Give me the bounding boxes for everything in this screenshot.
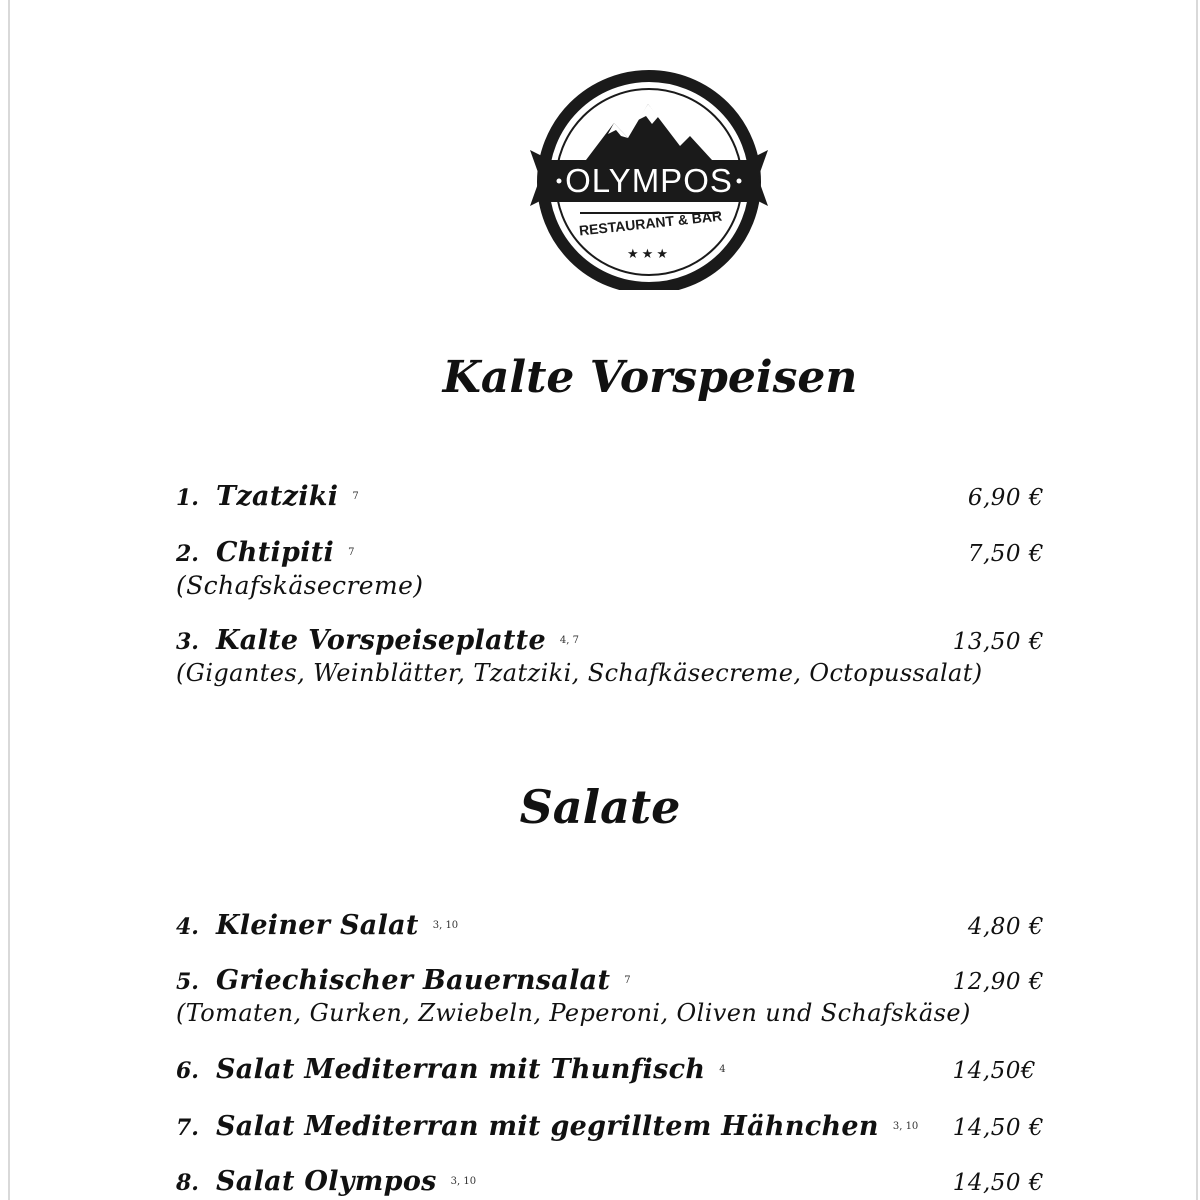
menu-item: [176, 625, 1044, 687]
item-name: Chtipiti: [216, 537, 335, 568]
item-number: 6.: [176, 1058, 199, 1084]
item-name: Tzatziki: [216, 481, 339, 512]
item-allergens: 7: [348, 546, 355, 558]
logo-emblem-icon: [528, 68, 770, 290]
item-price: 7,50 €: [967, 541, 1044, 567]
item-price: 6,90 €: [967, 485, 1044, 511]
item-price: 12,90 €: [952, 969, 1044, 995]
item-number: 4.: [176, 914, 199, 940]
item-allergens: 7: [352, 490, 359, 502]
item-name: Salat Mediterran mit Thunfisch: [216, 1054, 706, 1085]
section-title-kalte-vorspeisen: Kalte Vorspeisen: [442, 352, 858, 403]
item-name: Salat Mediterran mit gegrilltem Hähnchen: [216, 1111, 879, 1142]
menu-item: [176, 537, 1044, 600]
logo-brand-text: OLYMPOS: [565, 162, 733, 199]
item-allergens: 4, 7: [559, 634, 580, 646]
menu-item: [176, 1111, 1044, 1145]
item-allergens: 3, 10: [432, 919, 459, 931]
menu-item: [176, 481, 1044, 515]
menu-item: [176, 910, 1044, 944]
item-allergens: 4: [719, 1063, 726, 1075]
item-price: 14,50 €: [952, 1115, 1044, 1141]
item-price: 13,50 €: [952, 629, 1044, 655]
section-title-salate: Salate: [519, 780, 681, 834]
item-number: 8.: [176, 1170, 199, 1196]
item-description: (Gigantes, Weinblätter, Tzatziki, Schafkäsecreme, Octopussalat): [176, 659, 983, 687]
item-allergens: 3, 10: [450, 1175, 477, 1187]
item-name: Griechischer Bauernsalat: [216, 965, 611, 996]
item-allergens: 3, 10: [892, 1120, 919, 1132]
logo-subtitle-text: RESTAURANT & BAR: [578, 207, 723, 239]
item-name: Salat Olympos: [216, 1166, 437, 1197]
olympos-logo: [528, 68, 770, 290]
item-number: 7.: [176, 1115, 199, 1141]
item-name: Kalte Vorspeiseplatte: [216, 625, 546, 656]
item-price: 14,50 €: [952, 1170, 1044, 1196]
item-description: (Tomaten, Gurken, Zwiebeln, Peperoni, Oliven und Schafskäse): [176, 999, 971, 1027]
item-price: 4,80 €: [967, 914, 1044, 940]
item-description: (Schafskäsecreme): [176, 571, 424, 600]
menu-item: [176, 1166, 1044, 1200]
item-number: 5.: [176, 969, 199, 995]
item-price: 14,50€: [952, 1058, 1036, 1084]
item-allergens: 7: [624, 974, 631, 986]
item-number: 1.: [176, 485, 199, 511]
logo-stars: ★★★: [627, 247, 671, 262]
item-name: Kleiner Salat: [216, 910, 419, 941]
item-number: 3.: [176, 629, 199, 655]
menu-item: [176, 965, 1044, 1027]
menu-item: [176, 1054, 1044, 1088]
item-number: 2.: [176, 541, 199, 567]
